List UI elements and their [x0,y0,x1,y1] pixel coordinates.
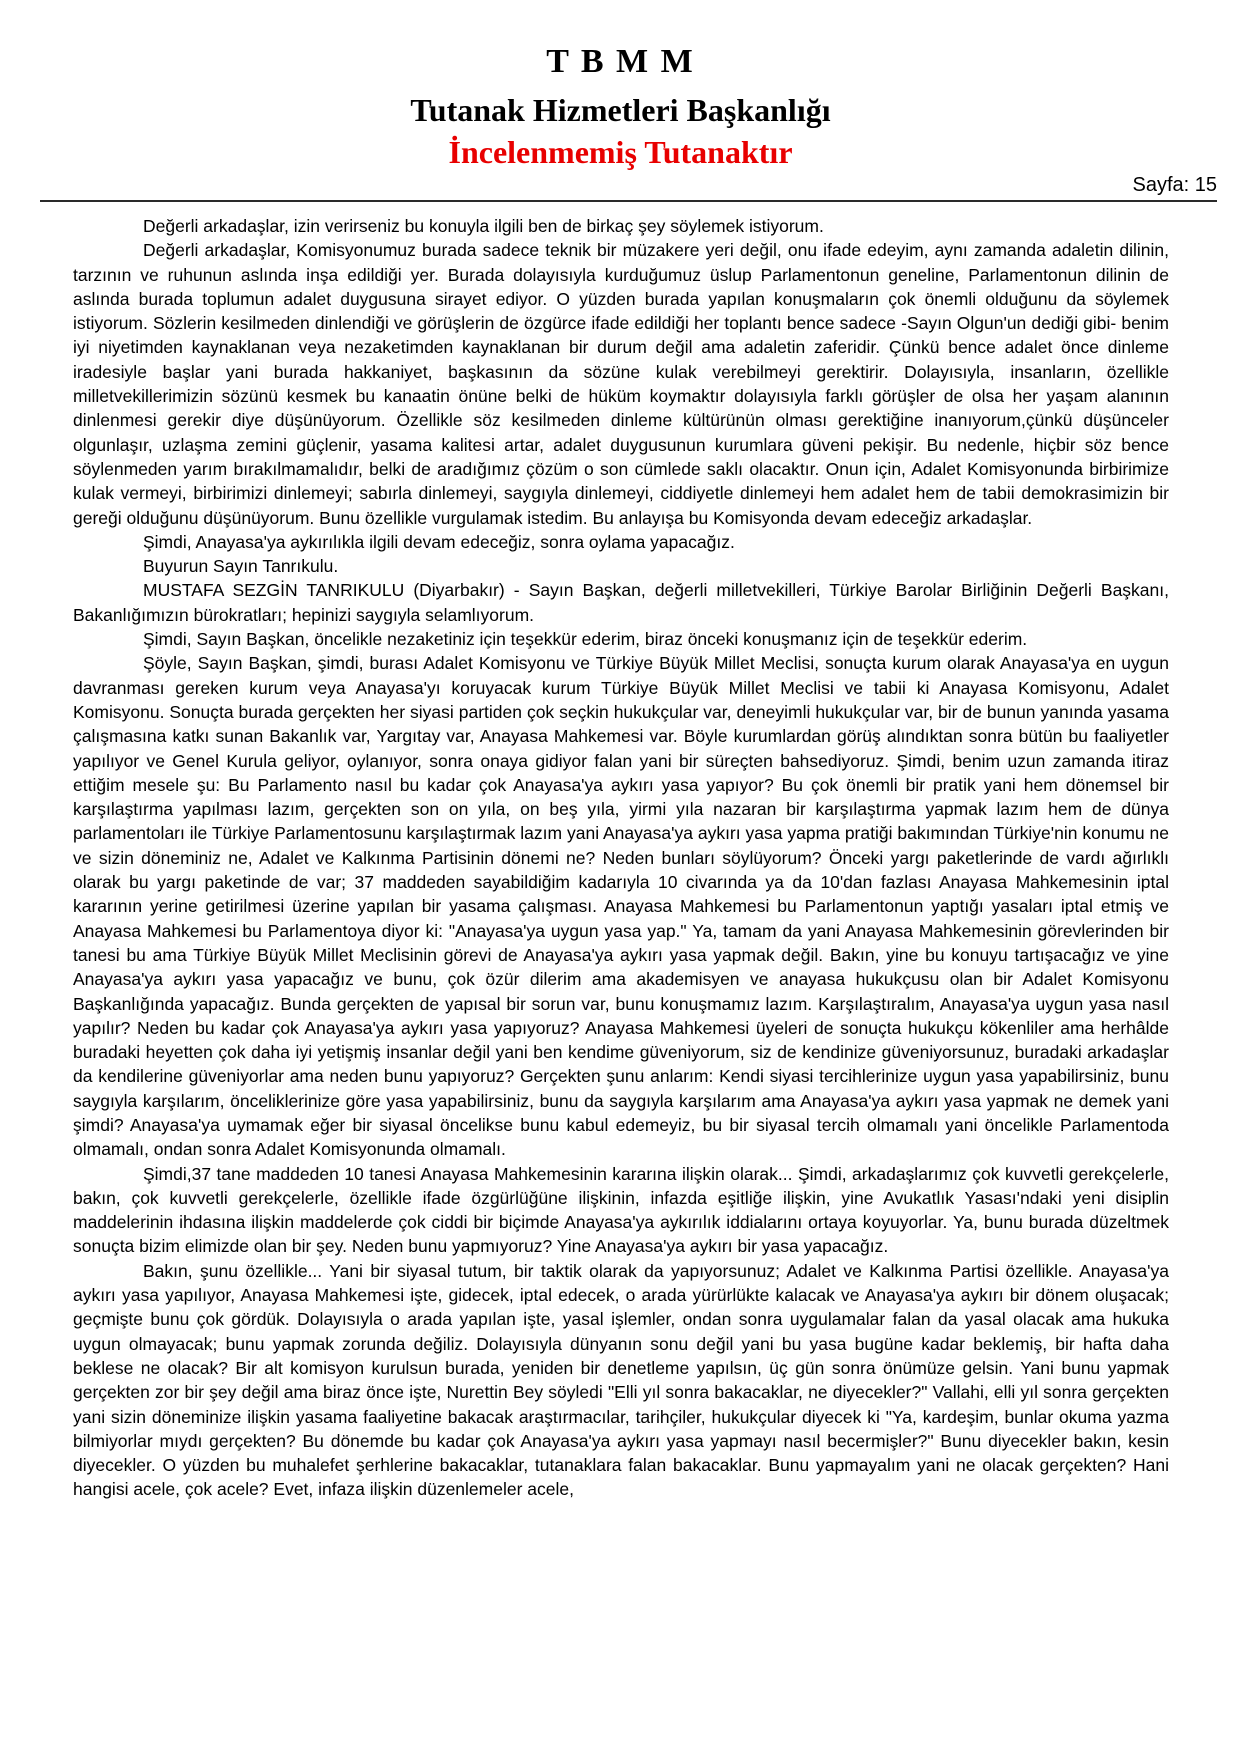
transcript-paragraph: Bakın, şunu özellikle... Yani bir siyasal tutum, bir taktik olarak da yapıyorsunuz; Adalet ve Kalkınma Partisi özellikle. Anayasa'ya aykırı yasa yapılıyor, Anayasa Mahkemesi işte, gidecek, iptal edecek, o arada yürürlükte kalacak ve Anayasa'ya aykırı bir dönem oluşacak; geçmişte bunu çok gördük. Dolayısıyla o arada yapılan işte, yasal işlemler, ondan sonra uygulamalar falan da yasal olacak ama hukuka uygun olmayacak; bunu yapmak zorunda değiliz. Dolayısıyla dünyanın sonu değil yani bu yasa bugüne kadar beklemiş, bir hafta daha beklese ne olacak? Bir alt komisyon kurulsun burada, yeniden bir denetleme yapılsın, üç gün sonra önümüze gelsin. Yani bunu yapmak gerçekten zor bir şey değil ama biraz önce işte, Nurettin Bey söyledi "Elli yıl sonra bakacaklar, ne diyecekler?" Vallahi, elli yıl sonra gerçekten yani sizin döneminize ilişkin yasama faaliyetine bakacak araştırmacılar, tarihçiler, hukukçular diyecek ki "Ya, kardeşim, bunlar okuma yazma bilmiyorlar mıydı gerçekten? Bu dönemde bu kadar çok Anayasa'ya aykırı yasa yapmayı nasıl becermişler?" Bunu diyecekler bakın, kesin diyecekler. O yüzden bu muhalefet şerhlerine bakacaklar, tutanaklara falan bakacaklar. Bunu yapmayalım yani ne olacak gerçekten? Hani hangisi acele, çok acele? Evet, infaza ilişkin düzenlemeler acele, [73,1260,1169,1500]
org-title: T B M M [546,43,695,80]
page-number: Sayfa: 15 [1132,174,1217,196]
draft-status-label: İncelenmemiş Tutanaktır [448,134,793,170]
department-title: Tutanak Hizmetleri Başkanlığı [410,92,831,128]
transcript-paragraph: Buyurun Sayın Tanrıkulu. [143,556,339,577]
transcript-paragraph: Değerli arkadaşlar, izin verirseniz bu konuyla ilgili ben de birkaç şey söylemek istiyorum. [143,216,824,236]
transcript-paragraph: Şimdi, Sayın Başkan, öncelikle nezaketiniz için teşekkür ederim, biraz önceki konuşmanız için de teşekkür ederim. [143,629,1028,650]
transcript-paragraph: Şöyle, Sayın Başkan, şimdi, burası Adalet Komisyonu ve Türkiye Büyük Millet Meclisi, sonuçta kurum olarak Anayasa'ya en uygun davranması gereken kurum veya Anayasa'yı koruyacak kurum Türkiye Büyük Millet Meclisi ve tabii ki Anayasa Komisyonu, Adalet Komisyonu. Sonuçta burada gerçekten her siyasi partiden çok seçkin hukukçular var, deneyimli hukukçular var, bir de bunun yanında yasama çalışmasına katkı sunan Bakanlık var, Yargıtay var, Anayasa Mahkemesi var. Böyle kurumlardan görüş alındıktan sonra bütün bu faaliyetler yapılıyor ve Genel Kurula geliyor, oylanıyor, sonra onaya gidiyor falan yani bir süreçten bahsediyoruz. Şimdi, benim uzun zamanda itiraz ettiğim mesele şu: Bu Parlamento nasıl bu kadar çok Anayasa'ya aykırı yasa yapıyor? Bu çok önemli bir pratik yani hem dönemsel bir karşılaştırma yapılması lazım, gerçekten son on yıla, on beş yıla, yirmi yıla nazaran bir karşılaştırma yapmak lazım hem de dünya parlamentoları ile Türkiye Parlamentosunu karşılaştırmak lazım yani Anayasa'ya aykırı yasa yapma pratiği bakımından Türkiye'nin konumu ne ve sizin döneminiz ne, Adalet ve Kalkınma Partisinin dönemi ne? Neden bunları söylüyorum? Önceki yargı paketlerinde de vardı ağırlıklı olarak bu yargı paketinde de var; 37 maddeden sayabildiğim kadarıyla 10 civarında ya da 10'dan fazlası Anayasa Mahkemesinin iptal kararının yerine getirilmesi üzerine yapılan bir yasama çalışması. Anayasa Mahkemesi bu Parlamentonun yaptığı yasaları iptal etmiş ve Anayasa Mahkemesi bu Parlamentoya diyor ki: "Anayasa'ya uygun yasa yap." Ya, tamam da yani Anayasa Mahkemesinin görevlerinden bir tanesi bu ama Türkiye Büyük Millet Meclisinin görevi de Anayasa'ya aykırı yasa yapmak değil. Bakın, yine bu konuyu tartışacağız ve yine Anayasa'ya aykırı yasa yapacağız ve bunu, çok özür dilerim ama akademisyen ve anayasa hukukçusu olan bir Adalet Komisyonu Başkanlığında yapacağız. Bunda gerçekten de yapısal bir sorun var, bunu konuşmamız lazım. Karşılaştıralım, Anayasa'ya uygun yasa nasıl yapılır? Neden bu kadar çok Anayasa'ya aykırı yasa yapıyoruz? Anayasa Mahkemesi üyeleri de sonuçta hukukçu kökenliler ama herhâlde buradaki heyetten çok daha iyi yetişmiş insanlar değil yani ben kendime güveniyorum, siz de kendinize güveniyorsunuz, buradaki arkadaşlar da kendilerine güveniyorlar ama neden bunu yapıyoruz? Gerçekten şunu anlarım: Kendi siyasi tercihlerinize uygun yasa yapabilirsiniz, bunu saygıyla karşılarım, önceliklerinize göre yasa yapabilirsiniz, bunu da saygıyla karşılarım ama Anayasa'ya aykırı yasa yapmak ne demek yani şimdi? Anayasa'ya uymamak eğer bir siyasal öncelikse bunu kabul edemeyiz, bu bir siyasal tercih olmamalı yani öncelikle Parlamentoda olmamalı, ondan sonra Adalet Komisyonunda olmamalı. [73,653,1169,1160]
document-header [0,0,1241,169]
transcript-body [0,202,1241,1502]
transcript-paragraph: Şimdi, Anayasa'ya aykırılıkla ilgili devam edeceğiz, sonra oylama yapacağız. [143,531,735,552]
transcript-paragraph: Değerli arkadaşlar, Komisyonumuz burada sadece teknik bir müzakere yeri değil, onu ifade edeyim, aynı zamanda adaletin dilinin, tarzının ve ruhunun aslında inşa edildiği yer. Burada dolayısıyla kurduğumuz üslup Parlamentonun geneline, Parlamentonun dilinin de aslında burada toplumun adalet duygusuna sirayet ediyor. O yüzden burada yapılan konuşmaların çok önemli olduğunu da söylemek istiyorum. Sözlerin kesilmeden dinlendiği ve görüşlerin de özgürce ifade edildiği her toplantı bence sadece -Sayın Olgun'un dediği gibi- benim iyi niyetimden kaynaklanan veya nezaketimden kaynaklanan bir durum değil ama adaletin zaferidir. Çünkü bence adalet önce dinleme iradesiyle başlar yani burada hakkaniyet, başkasının da sözüne kulak verebilmeyi gerektirir. Dolayısıyla, insanların, özellikle milletvekillerimizin sözünü kesmek bu kanaatin önüne belki de hüküm koymaktır dolayısıyla farklı görüşler de olsa her yaşam alanının dinlenmesi gerekir diye düşünüyorum. Özellikle söz kesilmeden dinleme kültürünün olması gerektiğine inanıyorum,çünkü düşünceler olgunlaşır, uzlaşma zemini güçlenir, yasama kalitesi artar, adalet duygusunun kurumlara güveni pekişir. Bu nedenle, hiçbir söz bence söylenmeden yarım bırakılmamalıdır, belki de aradığımız çözüm o son cümlede saklı olacaktır. Onun için, Adalet Komisyonunda birbirimize kulak vermeyi, birbirimizi dinlemeyi; sabırla dinlemeyi, saygıyla dinlemeyi, ciddiyetle dinlemeyi hem adalet hem de tabii demokrasimizin bir gereği olduğunu düşünüyorum. Bunu özellikle vurgulamak istedim. Bu anlayışa bu Komisyonda devam edeceğiz arkadaşlar. [73,240,1169,528]
transcript-paragraph: MUSTAFA SEZGİN TANRIKULU (Diyarbakır) - Sayın Başkan, değerli milletvekilleri, Türkiye Barolar Birliğinin Değerli Başkanı, Bakanlığımızın bürokratları; hepinizi saygıyla selamlıyorum. [73,580,1169,625]
transcript-paragraph: Şimdi,37 tane maddeden 10 tanesi Anayasa Mahkemesinin kararına ilişkin olarak... Şimdi, arkadaşlarımız çok kuvvetli gerekçelerle, bakın, çok kuvvetli gerekçelerle, özellikle ifade özgürlüğüne ilişkinin, infazda eşitliğe ilişkin, yine Avukatlık Yasası'ndaki yeni disiplin maddelerinin ihdasına ilişkin maddelerde çok ciddi bir biçimde Anayasa'ya aykırılık iddialarını ortaya koyuyorlar. Ya, bunu burada düzeltmek sonuçta bizim elimizde olan bir şey. Neden bunu yapmıyoruz? Yine Anayasa'ya aykırı bir yasa yapacağız. [73,1163,1169,1257]
